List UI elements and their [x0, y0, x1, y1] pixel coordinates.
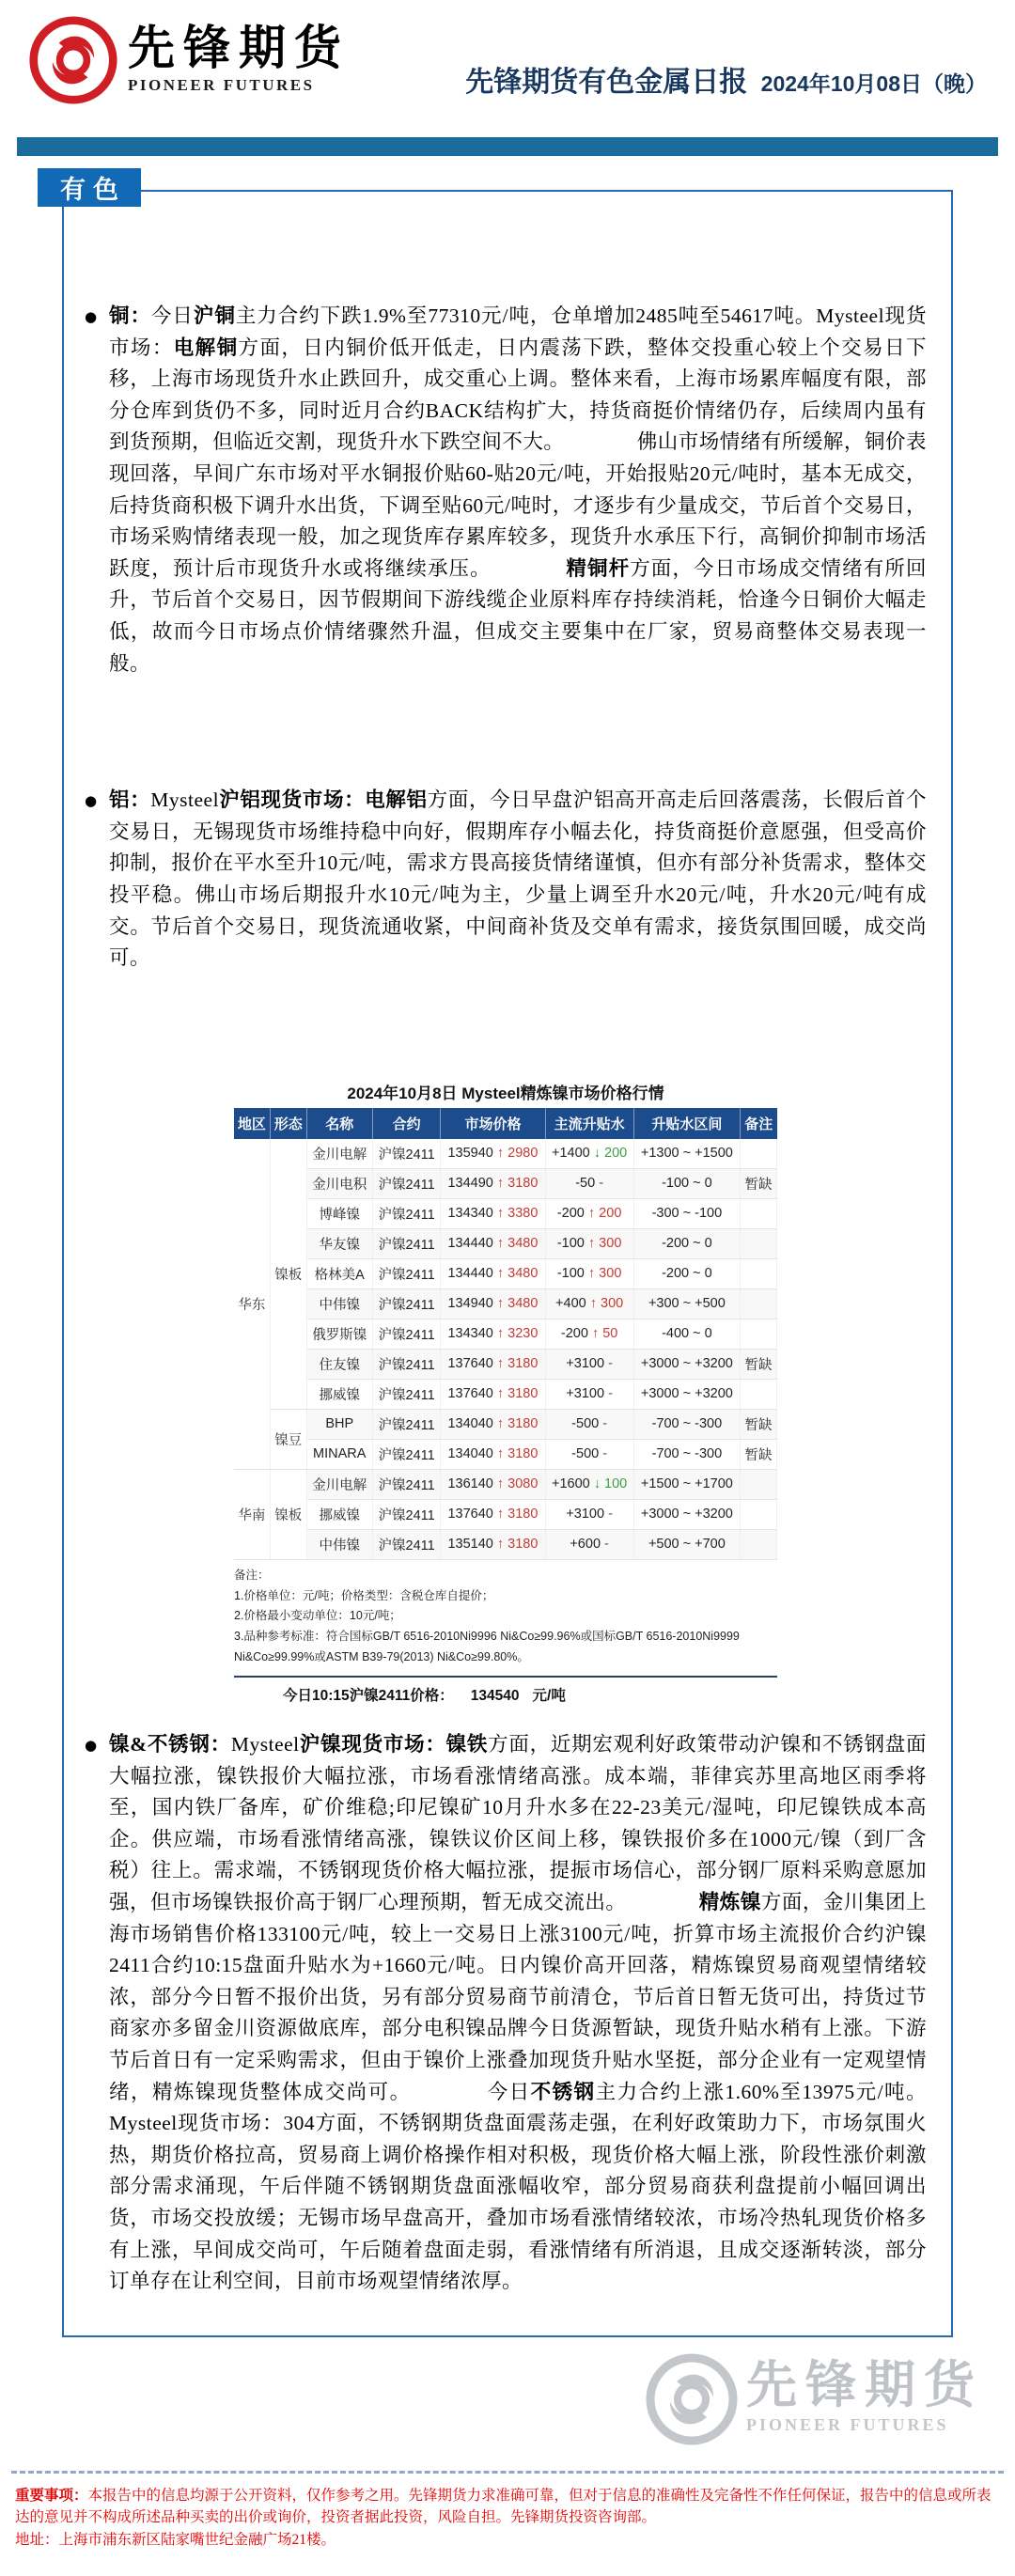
text-segment: 佛山市场情绪有所缓解，铜价表现回落，早间广东市场对平水铜报价贴60-贴20元/吨，开始报贴20元/吨时，基本无成交，后持货商积极下调升水出货，下调至贴60元/吨时，才逐步有少量成交，节后首个交易日，市场采购情绪表现一般，加之现货库存累库较多，现货升水承压下行，高铜价抑制市场活跃度，预计后市现货升水或将继续承压。 [109, 430, 927, 580]
section-label-nonferrous: 有色 [38, 168, 141, 207]
cell-premium-range: -300 ~ -100 [633, 1198, 740, 1228]
text-segment: 镍铁 [445, 1733, 489, 1756]
nickel-price-table [234, 1108, 777, 1560]
cell-contract: 沪镍2411 [372, 1198, 441, 1228]
table-column-header: 主流升贴水 [545, 1108, 633, 1139]
bullet-item-aluminum [85, 785, 927, 975]
cell-premium-range: +500 ~ +700 [633, 1529, 740, 1559]
report-title-text: 先锋期货有色金属日报 [465, 67, 748, 98]
bullet-text-copper [109, 301, 927, 679]
cell-premium-range: -700 ~ -300 [633, 1439, 740, 1469]
watermark-brand-cn: 先锋期货 [746, 2356, 983, 2413]
report-header [0, 0, 1015, 105]
text-segment: Mysteel [230, 1733, 300, 1756]
bullet-text-aluminum [109, 785, 927, 975]
text-segment [401, 2081, 488, 2103]
cell-premium: -100 ↑ 300 [545, 1228, 633, 1258]
content-box [60, 176, 953, 2337]
bullet-dot-icon: ● [85, 1737, 98, 1755]
cell-name: 中伟镍 [306, 1288, 372, 1319]
cell-market-price: 137640 ↑ 3180 [441, 1499, 545, 1529]
table-row [234, 1198, 777, 1228]
cell-market-price: 134340 ↑ 3380 [441, 1198, 545, 1228]
text-segment: 铜： [109, 304, 151, 327]
teal-divider-bar [17, 137, 998, 156]
now-price-unit: 元/吨 [532, 1688, 566, 1705]
table-row [234, 1288, 777, 1319]
text-segment: 精炼镍 [698, 1891, 761, 1914]
cell-premium-range: -200 ~ 0 [633, 1258, 740, 1288]
bullet-dot-icon: ● [85, 308, 98, 325]
text-segment: 精铜杆 [566, 556, 631, 580]
cell-contract: 沪镍2411 [372, 1529, 441, 1559]
text-segment: Mysteel [150, 788, 220, 812]
cell-contract: 沪镍2411 [372, 1499, 441, 1529]
cell-name: 中伟镍 [306, 1529, 372, 1559]
cell-note [741, 1258, 777, 1288]
cell-market-price: 137640 ↑ 3180 [441, 1379, 545, 1409]
text-segment: 电解铜 [173, 336, 239, 359]
table-column-header: 市场价格 [441, 1108, 545, 1139]
table-row [234, 1529, 777, 1559]
text-segment: 沪铜 [193, 304, 236, 327]
cell-premium-range: +1500 ~ +1700 [633, 1469, 740, 1499]
cell-market-price: 136140 ↑ 3080 [441, 1469, 545, 1499]
cell-premium-range: +3000 ~ +3200 [633, 1349, 740, 1379]
cell-region: 华东 [234, 1139, 270, 1470]
table-row [234, 1228, 777, 1258]
text-segment [617, 1891, 699, 1913]
cell-note [741, 1379, 777, 1409]
now-price-value: 134540 [470, 1688, 520, 1705]
cell-name: MINARA [306, 1439, 372, 1469]
table-row [234, 1258, 777, 1288]
cell-contract: 沪镍2411 [372, 1319, 441, 1349]
cell-market-price: 134340 ↑ 3230 [441, 1319, 545, 1349]
table-column-header: 备注 [741, 1108, 777, 1139]
cell-note [741, 1288, 777, 1319]
disclaimer-address: 地址：上海市浦东新区陆家嘴世纪金融广场21楼。 [15, 2531, 336, 2548]
cell-note: 暂缺 [741, 1439, 777, 1469]
cell-name: 华友镍 [306, 1228, 372, 1258]
cell-premium: +1400 ↓ 200 [545, 1139, 633, 1169]
cell-market-price: 134440 ↑ 3480 [441, 1258, 545, 1288]
cell-name: BHP [306, 1409, 372, 1439]
cell-premium-range: +3000 ~ +3200 [633, 1379, 740, 1409]
cell-market-price: 135140 ↑ 3180 [441, 1529, 545, 1559]
text-segment: 主力合约上涨1.60%至13975元/吨。Mysteel现货市场：304方面，不锈钢期货盘面震荡走强，在利好政策助力下，市场氛围火热，期货价格拉高，贸易商上调价格操作相对积极，现货价格大幅上涨，阶段性涨价刺激部分需求涌现，午后伴随不锈钢期货盘面涨幅收窄，部分贸易商获利盘提前小幅回调出货，市场交投放缓；无锡市场早盘高开，叠加市场看涨情绪较浓，市场冷热轧现货价格多有上涨，早间成交尚可，午后随着盘面走弱，看涨情绪有所消退，且成交逐渐转淡，部分订单存在让利空间，目前市场观望情绪浓厚。 [109, 2080, 927, 2293]
cell-premium-range: -200 ~ 0 [633, 1228, 740, 1258]
cell-name: 博峰镍 [306, 1198, 372, 1228]
report-title [465, 58, 987, 100]
footer-watermark [0, 2352, 983, 2446]
cell-market-price: 134440 ↑ 3480 [441, 1228, 545, 1258]
cell-note [741, 1198, 777, 1228]
cell-premium: -200 ↑ 50 [545, 1319, 633, 1349]
cell-market-price: 135940 ↑ 2980 [441, 1139, 545, 1169]
text-segment: 今日 [487, 2080, 531, 2103]
company-logo [28, 15, 350, 105]
text-segment: 主力合约下跌1.9%至77310元/吨，仓单增加2485吨至54617吨。Mysteel现货市场： [109, 304, 927, 359]
text-segment: 铝： [109, 788, 151, 812]
cell-form: 镍板 [270, 1139, 306, 1410]
cell-name: 挪威镍 [306, 1499, 372, 1529]
cell-contract: 沪镍2411 [372, 1409, 441, 1439]
table-title: 2024年10月8日 Mysteel精炼镍市场价格行情 [347, 1084, 664, 1102]
table-row [234, 1168, 777, 1198]
cell-contract: 沪镍2411 [372, 1258, 441, 1288]
cell-premium: +3100 - [545, 1379, 633, 1409]
brand-name-cn: 先锋期货 [128, 22, 350, 74]
table-row [234, 1469, 777, 1499]
text-segment: 方面，近期宏观利好政策带动沪镍和不锈钢盘面大幅拉涨，镍铁报价大幅拉涨，市场看涨情绪高涨。成本端，菲律宾苏里高地区雨季将至，国内铁厂备库，矿价维稳;印尼镍矿10月升水多在22-23美元/湿吨，印尼镍铁成本高企。供应端，市场看涨情绪高涨，镍铁议价区间上移，镍铁报价多在1000元/镍（到厂含税）往上。需求端，不锈钢现货价格大幅拉涨，提振市场信心，部分钢厂原料采购意愿加强，但市场镍铁报价高于钢厂心理预期，暂无成交流出。 [109, 1733, 927, 1914]
table-note-line: 备注： [234, 1568, 270, 1582]
cell-market-price: 134490 ↑ 3180 [441, 1168, 545, 1198]
table-row [234, 1139, 777, 1169]
cell-name: 挪威镍 [306, 1379, 372, 1409]
table-note-line: 3.品种参考标准：符合国标GB/T 6516-2010Ni9996 Ni&Co≥99.96%或国标GB/T 6516-2010Ni9999 Ni&Co≥99.99%或ASTM B39-79(2013) Ni&Co≥99.80%。 [234, 1630, 740, 1664]
table-note-line: 1.价格单位：元/吨；价格类型：含税仓库自提价； [234, 1588, 494, 1602]
cell-note: 暂缺 [741, 1409, 777, 1439]
cell-form: 镍豆 [270, 1409, 306, 1469]
table-column-header: 升贴水区间 [633, 1108, 740, 1139]
cell-contract: 沪镍2411 [372, 1349, 441, 1379]
cell-market-price: 134940 ↑ 3480 [441, 1288, 545, 1319]
cell-premium: -500 - [545, 1409, 633, 1439]
table-row [234, 1499, 777, 1529]
nickel-price-table-block [234, 1080, 777, 1705]
cell-premium-range: +3000 ~ +3200 [633, 1499, 740, 1529]
now-price-label: 今日10:15沪镍2411价格： [283, 1688, 454, 1705]
text-segment: 沪镍现货市场： [299, 1733, 446, 1756]
cell-form: 镍板 [270, 1469, 306, 1559]
table-column-header: 形态 [270, 1108, 306, 1139]
table-notes [234, 1566, 777, 1668]
now-price-line [234, 1676, 777, 1705]
table-row [234, 1319, 777, 1349]
watermark-logo-icon [645, 2352, 739, 2446]
text-segment: 沪铝现货市场： [219, 788, 366, 812]
table-note-line: 2.价格最小变动单位：10元/吨； [234, 1609, 401, 1623]
cell-note [741, 1139, 777, 1169]
cell-premium-range: -100 ~ 0 [633, 1168, 740, 1198]
bullet-item-copper [85, 301, 927, 679]
cell-contract: 沪镍2411 [372, 1139, 441, 1169]
cell-region: 华南 [234, 1469, 270, 1559]
cell-name: 金川电积 [306, 1168, 372, 1198]
cell-premium: +3100 - [545, 1349, 633, 1379]
cell-premium-range: +300 ~ +500 [633, 1288, 740, 1319]
cell-premium: +400 ↑ 300 [545, 1288, 633, 1319]
dashed-separator [11, 2471, 1004, 2474]
disclaimer-label: 重要事项： [15, 2487, 88, 2504]
cell-contract: 沪镍2411 [372, 1469, 441, 1499]
bullet-item-nickel-stainless [85, 1729, 927, 2298]
report-date: 2024年10月08日（晚） [760, 71, 987, 96]
table-row [234, 1409, 777, 1439]
cell-market-price: 134040 ↑ 3180 [441, 1439, 545, 1469]
cell-name: 格林美A [306, 1258, 372, 1288]
cell-premium: -500 - [545, 1439, 633, 1469]
cell-note: 暂缺 [741, 1349, 777, 1379]
bullet-text-nickel-stainless [109, 1729, 927, 2298]
text-segment: 不锈钢 [530, 2080, 596, 2103]
cell-name: 金川电解 [306, 1469, 372, 1499]
cell-contract: 沪镍2411 [372, 1379, 441, 1409]
cell-premium-range: -700 ~ -300 [633, 1409, 740, 1439]
cell-note: 暂缺 [741, 1168, 777, 1198]
table-column-header: 合约 [372, 1108, 441, 1139]
cell-premium: -200 ↑ 200 [545, 1198, 633, 1228]
text-segment: 方面，金川集团上海市场销售价格133100元/吨，较上一交易日上涨3100元/吨，折算市场主流报价合约沪镍2411合约10:15盘面升贴水为+1660元/吨。日内镍价高开回落，精炼镍贸易商观望情绪较浓，部分今日暂不报价出货，另有部分贸易商节前清仓，节后首日暂无货可出，持货过节商家亦多留金川资源做底库，部分电积镍品牌今日货源暂缺，现货升贴水稍有上涨。下游节后首日有一定采购需求，但由于镍价上涨叠加现货升贴水坚挺，部分企业有一定观望情绪，精炼镍现货整体成交尚可。 [109, 1891, 927, 2103]
cell-contract: 沪镍2411 [372, 1228, 441, 1258]
text-segment: 方面，今日市场成交情绪有所回升，节后首个交易日，因节假期间下游线缆企业原料库存持续消耗，恰逢今日铜价大幅走低，故而今日市场点价情绪骤然升温，但成交主要集中在厂家，贸易商整体交易表现一般。 [109, 556, 927, 675]
cell-contract: 沪镍2411 [372, 1288, 441, 1319]
text-segment: 方面，今日早盘沪铝高开高走后回落震荡，长假后首个交易日，无锡现货市场维持稳中向好，假期库存小幅去化，持货商挺价意愿强，但受高价抑制，报价在平水至升10元/吨，需求方畏高接货情绪谨慎，但亦有部分补货需求，整体交投平稳。佛山市场后期报升水10元/吨为主，少量上调至升水20元/吨，升水20元/吨有成交。节后首个交易日，现货流通收紧，中间商补货及交单有需求，接货氛围回暖，成交尚可。 [109, 788, 927, 970]
cell-note [741, 1499, 777, 1529]
table-column-header: 名称 [306, 1108, 372, 1139]
cell-premium-range: -400 ~ 0 [633, 1319, 740, 1349]
table-row [234, 1379, 777, 1409]
cell-market-price: 134040 ↑ 3180 [441, 1409, 545, 1439]
cell-note [741, 1228, 777, 1258]
text-segment [481, 557, 566, 580]
disclaimer [15, 2485, 1000, 2552]
cell-premium: +600 - [545, 1529, 633, 1559]
cell-contract: 沪镍2411 [372, 1168, 441, 1198]
brand-name-en: PIONEER FUTURES [128, 76, 315, 94]
cell-premium: -100 ↑ 300 [545, 1258, 633, 1288]
pioneer-futures-logo-icon [28, 15, 118, 105]
watermark-brand-en: PIONEER FUTURES [746, 2415, 949, 2435]
cell-name: 俄罗斯镍 [306, 1319, 372, 1349]
table-header [234, 1108, 777, 1139]
cell-note [741, 1469, 777, 1499]
cell-premium: +3100 - [545, 1499, 633, 1529]
cell-market-price: 137640 ↑ 3180 [441, 1349, 545, 1379]
bullet-list [85, 301, 927, 2298]
cell-premium: -50 - [545, 1168, 633, 1198]
table-column-header: 地区 [234, 1108, 270, 1139]
text-segment [554, 430, 637, 453]
cell-premium-range: +1300 ~ +1500 [633, 1139, 740, 1169]
cell-premium: +1600 ↓ 100 [545, 1469, 633, 1499]
cell-note [741, 1529, 777, 1559]
text-segment: 电解铝 [365, 788, 428, 812]
cell-contract: 沪镍2411 [372, 1439, 441, 1469]
text-segment: 镍&不锈钢： [109, 1733, 231, 1756]
bullet-dot-icon: ● [85, 792, 98, 810]
cell-note [741, 1319, 777, 1349]
cell-name: 金川电解 [306, 1139, 372, 1169]
text-segment: 今日 [150, 304, 194, 327]
text-segment: 方面，日内铜价低开低走，日内震荡下跌，整体交投重心较上个交易日下移，上海市场现货升水止跌回升，成交重心上调。整体来看，上海市场累库幅度有限，部分仓库到货仍不多，同时近月合约BACK结构扩大，持货商挺价情绪仍存，后续周内虽有到货预期，但临近交割，现货升水下跌空间不大。 [109, 336, 927, 454]
table-row [234, 1439, 777, 1469]
table-row [234, 1349, 777, 1379]
disclaimer-text: 本报告中的信息均源于公开资料，仅作参考之用。先锋期货力求准确可靠，但对于信息的准确性及完备性不作任何保证，报告中的信息或所表达的意见并不构成所述品种买卖的出价或询价，投资者据此投资，风险自担。先锋期货投资咨询部。 [15, 2487, 992, 2526]
cell-name: 住友镍 [306, 1349, 372, 1379]
